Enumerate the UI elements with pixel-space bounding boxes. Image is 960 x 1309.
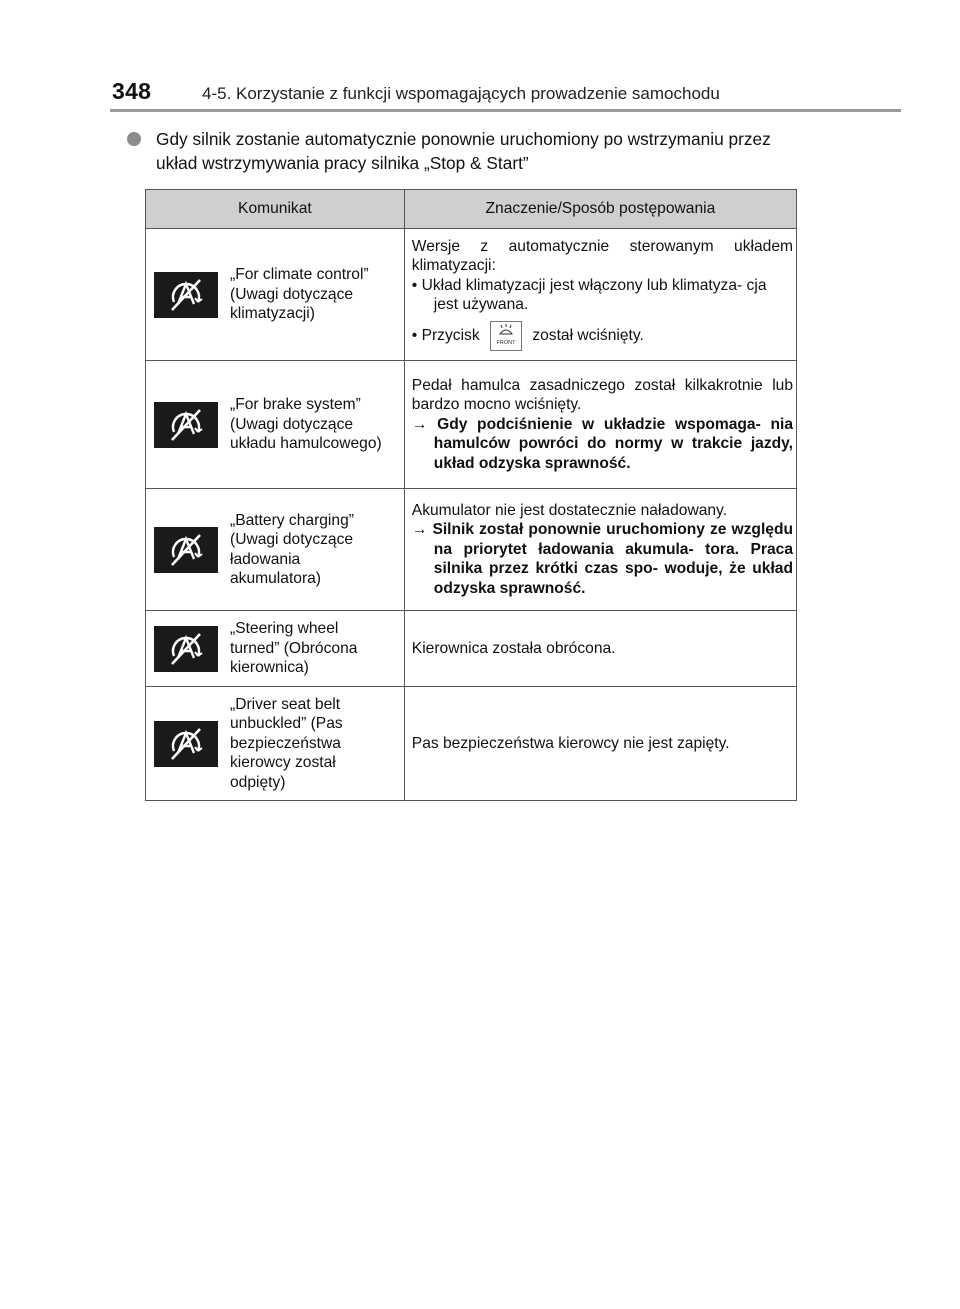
meaning-cell (404, 611, 796, 687)
section-title: 4-5. Korzystanie z funkcji wspomagających prowadzenie samochodu (202, 84, 720, 103)
message-cell (146, 611, 405, 687)
meaning-text: Akumulator nie jest dostatecznie naładowany. (411, 501, 728, 519)
message-label: „Driver seat belt unbuckled” (Pas bezpieczeństwa kierowcy został odpięty) (230, 695, 343, 791)
message-label: „Steering wheel turned” (Obrócona kierownica) (230, 620, 358, 677)
action-text: Gdy podciśnienie w układzie wspomaga- nia hamulców powróci do normy w trakcie jazdy, układ odzyska sprawność. (433, 415, 793, 472)
table-header-row (146, 190, 797, 229)
page-number: 348 (112, 78, 152, 104)
table-row (146, 489, 797, 611)
stop-start-a-off-icon (154, 626, 218, 672)
message-cell (146, 489, 405, 611)
message-cell (146, 687, 405, 801)
meaning-cell (404, 687, 796, 801)
stop-start-a-off-icon (154, 402, 218, 448)
intro-text: Gdy silnik zostanie automatycznie ponownie uruchomiony po wstrzymaniu przez układ wstrzymywania pracy silnika „Stop & Start” (156, 129, 771, 173)
arrow-icon: → (411, 415, 428, 433)
header-meaning: Znaczenie/Sposób postępowania (404, 190, 796, 229)
table-row (146, 611, 797, 687)
stop-start-a-off-icon (154, 721, 218, 767)
table-row (146, 361, 797, 489)
meaning-cell (404, 361, 796, 489)
stop-start-a-off-icon (154, 527, 218, 573)
page-header (112, 78, 720, 105)
meaning-text: • Przycisk (411, 326, 480, 344)
bullet-dot-icon (127, 132, 141, 146)
meaning-cell (404, 229, 796, 361)
header-divider (110, 109, 901, 112)
front-defroster-button-icon (490, 321, 522, 351)
meaning-action (412, 415, 793, 474)
table-row (146, 229, 797, 361)
action-text: Silnik został ponownie uruchomiony ze względu na priorytet ładowania akumula- tora. Praca silnika przez krótki czas spo- woduje, że układ odzyska sprawność. (432, 521, 793, 597)
svg-text:FRONT: FRONT (496, 339, 516, 346)
meaning-bullet: • Układ klimatyzacji jest włączony lub klimatyza- cja jest używana. (411, 276, 767, 313)
meaning-text: Wersje z automatycznie sterowanym układem klimatyzacji: (411, 237, 793, 274)
message-table (145, 189, 797, 801)
meaning-text: Pedał hamulca zasadniczego został kilkakrotnie lub bardzo mocno wciśnięty. (411, 376, 793, 414)
message-cell (146, 229, 405, 361)
intro-bullet (127, 127, 807, 175)
message-cell (146, 361, 405, 489)
arrow-icon: → (411, 521, 428, 539)
meaning-bullet (412, 321, 793, 351)
message-label: „For climate control” (Uwagi dotyczące klimatyzacji) (230, 266, 369, 323)
table-row (146, 687, 797, 801)
meaning-text: Kierownica została obrócona. (411, 639, 616, 657)
meaning-action (412, 520, 793, 598)
message-label: „For brake system” (Uwagi dotyczące układu hamulcowego) (230, 396, 382, 453)
message-label: „Battery charging” (Uwagi dotyczące ładowania akumulatora) (230, 511, 354, 587)
meaning-text: Pas bezpieczeństwa kierowcy nie jest zapięty. (411, 734, 730, 752)
meaning-cell (404, 489, 796, 611)
meaning-text: został wciśnięty. (532, 326, 644, 344)
stop-start-a-off-icon (154, 272, 218, 318)
header-message: Komunikat (146, 190, 405, 229)
